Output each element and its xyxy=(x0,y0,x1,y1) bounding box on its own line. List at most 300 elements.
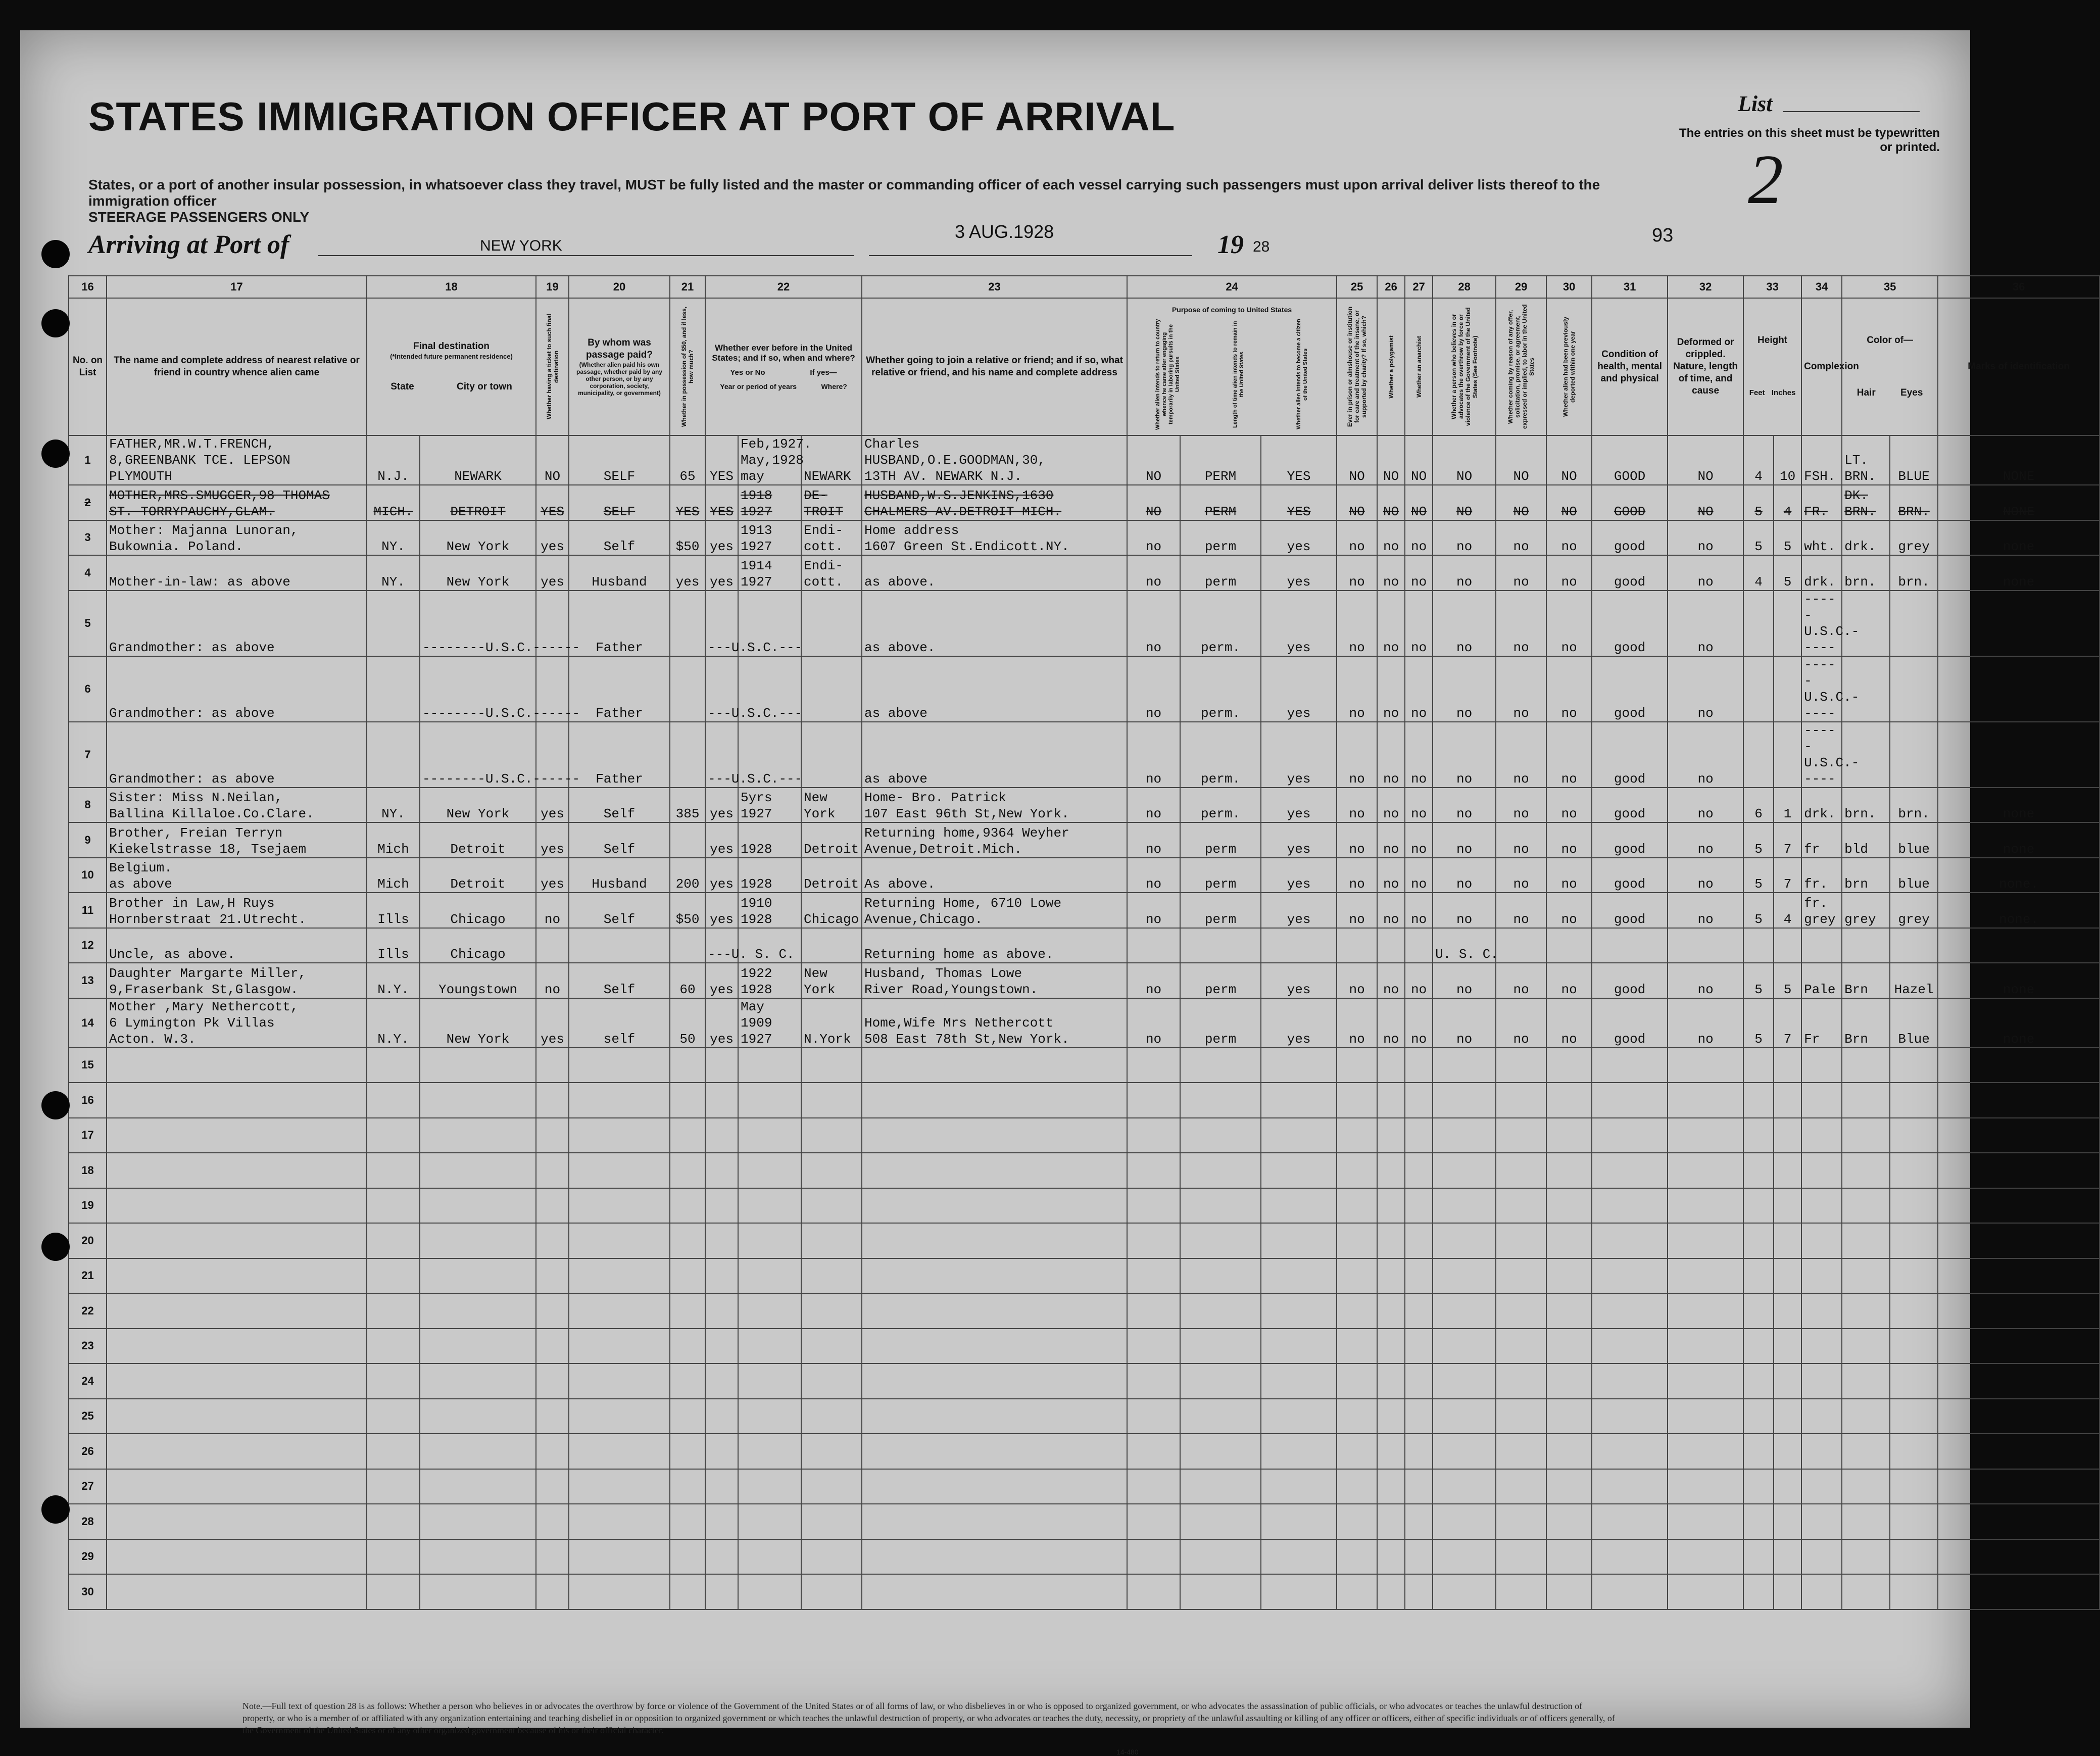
cell-relative-address: Brother in Law,H Ruys Hornberstraat 21.Utrecht. xyxy=(107,893,367,928)
table-row xyxy=(69,1434,2099,1469)
col-num: 26 xyxy=(1377,276,1405,298)
cell-labor-offer: no xyxy=(1496,858,1546,893)
cell-empty xyxy=(367,1399,420,1434)
cell-row-number: 19 xyxy=(69,1188,107,1224)
cell-empty xyxy=(1405,1434,1433,1469)
cell-empty xyxy=(1592,1329,1668,1364)
cell-empty xyxy=(1743,1469,1774,1504)
cell-empty xyxy=(738,1048,801,1083)
cell-empty xyxy=(420,1083,536,1118)
cell-empty xyxy=(107,1258,367,1294)
cell-row-number: 21 xyxy=(69,1258,107,1294)
column-title-row xyxy=(69,298,2099,435)
page-title: STATES IMMIGRATION OFFICER AT PORT OF ARRIVAL xyxy=(88,94,1176,139)
binder-hole xyxy=(41,1091,70,1119)
cell-empty xyxy=(1743,1434,1774,1469)
cell-purpose-length xyxy=(1180,928,1261,963)
cell-empty xyxy=(738,1469,801,1504)
cell-deported: no xyxy=(1546,722,1592,788)
cell-money xyxy=(670,822,705,858)
instructions-line-1: States, or a port of another insular possession, in whatsoever class they travel, MUST be fully listed and the master or commanding officer of each vessel carrying such passengers must upon arrival deliver lists thereof to the immigration officer xyxy=(88,177,1600,209)
cell-purpose-citizen: yes xyxy=(1261,520,1337,556)
cell-prison: no xyxy=(1337,858,1377,893)
cell-empty xyxy=(862,1223,1127,1258)
cell-destination-city: Detroit xyxy=(420,858,536,893)
instructions xyxy=(88,177,1604,225)
cell-before-in-us: yes xyxy=(705,555,738,591)
header-complexion: Complexion xyxy=(1801,298,1842,435)
col-num: 23 xyxy=(862,276,1127,298)
col-num: 31 xyxy=(1592,276,1668,298)
header-hair: Hair xyxy=(1857,387,1876,398)
cell-empty xyxy=(1842,1188,1890,1224)
cell-height-feet xyxy=(1743,928,1774,963)
cell-destination-state: NY. xyxy=(367,555,420,591)
cell-empty xyxy=(420,1434,536,1469)
cell-relative-address: Brother, Freian Terryn Kiekelstrasse 18, Tsejaem xyxy=(107,822,367,858)
cell-purpose-citizen: YES xyxy=(1261,485,1337,520)
cell-question-28: U. S. C. xyxy=(1433,928,1496,963)
cell-empty xyxy=(801,1118,862,1153)
cell-row-number: 30 xyxy=(69,1574,107,1609)
table-row xyxy=(69,1329,2099,1364)
footnote-code: 14-480 xyxy=(1116,1748,1139,1756)
cell-empty xyxy=(1433,1399,1496,1434)
cell-row-number: 5 xyxy=(69,591,107,656)
cell-empty xyxy=(801,1539,862,1575)
cell-purpose-return: no xyxy=(1127,591,1180,656)
cell-empty xyxy=(1496,1118,1546,1153)
cell-empty xyxy=(705,1363,738,1399)
cell-polygamist: NO xyxy=(1377,485,1405,520)
cell-prison: no xyxy=(1337,520,1377,556)
cell-money: yes xyxy=(670,555,705,591)
cell-deformed: no xyxy=(1668,555,1743,591)
cell-empty xyxy=(738,1258,801,1294)
cell-empty xyxy=(1668,1539,1743,1575)
cell-empty xyxy=(1496,1048,1546,1083)
cell-relative-address: Belgium. as above xyxy=(107,858,367,893)
cell-empty xyxy=(1127,1118,1180,1153)
cell-question-28: NO xyxy=(1433,485,1496,520)
cell-deported: no xyxy=(1546,963,1592,998)
cell-empty xyxy=(862,1258,1127,1294)
cell-before-where xyxy=(801,722,862,788)
col-num: 19 xyxy=(536,276,569,298)
cell-row-number: 11 xyxy=(69,893,107,928)
cell-empty xyxy=(367,1083,420,1118)
cell-before-in-us: yes xyxy=(705,963,738,998)
cell-ticket xyxy=(536,928,569,963)
cell-empty xyxy=(1801,1118,1842,1153)
cell-polygamist: no xyxy=(1377,963,1405,998)
cell-deformed: no xyxy=(1668,788,1743,823)
cell-empty xyxy=(1801,1329,1842,1364)
cell-row-number: 2 xyxy=(69,485,107,520)
table-row xyxy=(69,1293,2099,1329)
cell-hair-color: bld xyxy=(1842,822,1890,858)
table-row xyxy=(69,520,2099,556)
cell-anarchist: no xyxy=(1405,858,1433,893)
cell-empty xyxy=(1546,1223,1592,1258)
cell-empty xyxy=(1377,1083,1405,1118)
cell-before-where xyxy=(801,656,862,722)
header-money xyxy=(670,298,705,435)
cell-empty xyxy=(1405,1363,1433,1399)
cell-empty xyxy=(536,1434,569,1469)
table-row xyxy=(69,1048,2099,1083)
cell-empty xyxy=(1774,1258,1801,1294)
cell-purpose-return: no xyxy=(1127,998,1180,1048)
cell-empty xyxy=(1180,1048,1261,1083)
cell-passage-paid: Father xyxy=(569,722,670,788)
cell-empty xyxy=(420,1574,536,1609)
port-line xyxy=(318,255,854,256)
cell-empty xyxy=(862,1469,1127,1504)
cell-before-in-us: yes xyxy=(705,520,738,556)
cell-purpose-return: no xyxy=(1127,788,1180,823)
cell-anarchist: no xyxy=(1405,893,1433,928)
cell-polygamist: no xyxy=(1377,656,1405,722)
cell-identification-marks: NONE xyxy=(1938,485,2099,520)
cell-empty xyxy=(1842,1363,1890,1399)
cell-deported: no xyxy=(1546,788,1592,823)
cell-empty xyxy=(862,1434,1127,1469)
cell-row-number: 24 xyxy=(69,1363,107,1399)
cell-empty xyxy=(367,1188,420,1224)
cell-empty xyxy=(1337,1188,1377,1224)
cell-polygamist xyxy=(1377,928,1405,963)
cell-complexion: drk. xyxy=(1801,555,1842,591)
cell-empty xyxy=(1592,1574,1668,1609)
cell-empty xyxy=(1842,1153,1890,1188)
cell-empty xyxy=(1496,1469,1546,1504)
cell-hair-color xyxy=(1842,722,1890,788)
cell-ticket: yes xyxy=(536,998,569,1048)
cell-empty xyxy=(1938,1188,2099,1224)
cell-before-where xyxy=(801,928,862,963)
cell-empty xyxy=(1405,1399,1433,1434)
cell-complexion: drk. xyxy=(1801,788,1842,823)
cell-empty xyxy=(1377,1258,1405,1294)
cell-empty xyxy=(705,1153,738,1188)
cell-empty xyxy=(1261,1574,1337,1609)
cell-row-number: 17 xyxy=(69,1118,107,1153)
cell-purpose-length: perm. xyxy=(1180,591,1261,656)
cell-prison: no xyxy=(1337,893,1377,928)
header-passage-paid xyxy=(569,298,670,435)
passenger-table xyxy=(68,275,2100,1610)
cell-complexion: -----U.S.C.----- xyxy=(1801,591,1842,656)
cell-empty xyxy=(1337,1399,1377,1434)
cell-anarchist: no xyxy=(1405,822,1433,858)
cell-empty xyxy=(1180,1469,1261,1504)
cell-passage-paid: Self xyxy=(569,822,670,858)
cell-health: good xyxy=(1592,893,1668,928)
cell-purpose-citizen: yes xyxy=(1261,822,1337,858)
cell-empty xyxy=(1127,1223,1180,1258)
cell-joining-relative: Returning home as above. xyxy=(862,928,1127,963)
cell-empty xyxy=(420,1504,536,1539)
year-suffix: 28 xyxy=(1253,238,1270,255)
table-row xyxy=(69,1469,2099,1504)
table-row xyxy=(69,1083,2099,1118)
cell-empty xyxy=(1801,1153,1842,1188)
cell-labor-offer: no xyxy=(1496,555,1546,591)
cell-purpose-return: NO xyxy=(1127,485,1180,520)
cell-empty xyxy=(367,1118,420,1153)
cell-empty xyxy=(1377,1399,1405,1434)
cell-complexion: fr xyxy=(1801,822,1842,858)
cell-purpose-length: perm. xyxy=(1180,656,1261,722)
cell-empty xyxy=(1801,1434,1842,1469)
cell-health: good xyxy=(1592,998,1668,1048)
header-passage-note: (Whether alien paid his own passage, whether paid by any other person, or by any corporation, society, municipality, or government) xyxy=(576,361,663,397)
cell-empty xyxy=(420,1258,536,1294)
cell-deported: NO xyxy=(1546,435,1592,485)
cell-destination-city: --------U.S.C.------ xyxy=(420,591,536,656)
cell-empty xyxy=(1180,1363,1261,1399)
cell-labor-offer: NO xyxy=(1496,435,1546,485)
cell-empty xyxy=(1127,1083,1180,1118)
cell-before-where: Detroit xyxy=(801,858,862,893)
cell-empty xyxy=(1592,1363,1668,1399)
cell-destination-state: MICH. xyxy=(367,485,420,520)
cell-empty xyxy=(1592,1153,1668,1188)
header-purpose-label: Purpose of coming to United States xyxy=(1171,306,1292,314)
cell-empty xyxy=(1405,1293,1433,1329)
cell-row-number: 15 xyxy=(69,1048,107,1083)
cell-health: good xyxy=(1592,788,1668,823)
col-num: 29 xyxy=(1496,276,1546,298)
header-polygamist xyxy=(1377,298,1405,435)
cell-empty xyxy=(536,1363,569,1399)
cell-empty xyxy=(1496,1223,1546,1258)
cell-empty xyxy=(670,1469,705,1504)
cell-empty xyxy=(738,1223,801,1258)
cell-purpose-citizen: yes xyxy=(1261,963,1337,998)
cell-purpose-length: perm xyxy=(1180,963,1261,998)
cell-empty xyxy=(420,1153,536,1188)
cell-empty xyxy=(1127,1293,1180,1329)
cell-ticket: yes xyxy=(536,555,569,591)
header-polygamist-label: Whether a polygamist xyxy=(1387,335,1395,399)
cell-empty xyxy=(1127,1258,1180,1294)
cell-height-inches: 5 xyxy=(1774,555,1801,591)
cell-empty xyxy=(1496,1329,1546,1364)
cell-before-in-us: ---U.S.C.--- xyxy=(705,656,738,722)
cell-destination-state: Ills xyxy=(367,893,420,928)
cell-empty xyxy=(1546,1293,1592,1329)
cell-eye-color xyxy=(1890,928,1938,963)
cell-empty xyxy=(1842,1293,1890,1329)
cell-money: 65 xyxy=(670,435,705,485)
cell-height-feet xyxy=(1743,591,1774,656)
cell-empty xyxy=(1592,1118,1668,1153)
cell-prison: no xyxy=(1337,656,1377,722)
cell-empty xyxy=(1433,1469,1496,1504)
cell-empty xyxy=(1801,1539,1842,1575)
cell-empty xyxy=(1433,1083,1496,1118)
cell-height-inches: 4 xyxy=(1774,485,1801,520)
date-stamp: 3 AUG.1928 xyxy=(955,221,1054,242)
cell-empty xyxy=(1668,1153,1743,1188)
cell-empty xyxy=(1801,1048,1842,1083)
cell-complexion: FR. xyxy=(1801,485,1842,520)
cell-row-number: 23 xyxy=(69,1329,107,1364)
cell-empty xyxy=(1377,1293,1405,1329)
cell-empty xyxy=(1496,1504,1546,1539)
binder-hole xyxy=(41,1233,70,1261)
cell-empty xyxy=(705,1434,738,1469)
cell-empty xyxy=(1842,1539,1890,1575)
cell-row-number: 18 xyxy=(69,1153,107,1188)
cell-identification-marks xyxy=(1938,722,2099,788)
cell-hair-color xyxy=(1842,656,1890,722)
list-label: List xyxy=(1738,91,1773,116)
cell-deformed xyxy=(1668,928,1743,963)
cell-empty xyxy=(367,1504,420,1539)
cell-question-28: no xyxy=(1433,555,1496,591)
cell-empty xyxy=(1496,1539,1546,1575)
cell-before-in-us: YES xyxy=(705,485,738,520)
cell-empty xyxy=(1801,1258,1842,1294)
cell-empty xyxy=(1546,1083,1592,1118)
cell-ticket: no xyxy=(536,893,569,928)
table-row xyxy=(69,1504,2099,1539)
col-num: 35 xyxy=(1842,276,1938,298)
cell-empty xyxy=(536,1399,569,1434)
cell-empty xyxy=(107,1223,367,1258)
cell-empty xyxy=(1842,1258,1890,1294)
cell-empty xyxy=(670,1083,705,1118)
cell-height-feet xyxy=(1743,656,1774,722)
header-health: Condition of health, mental and physical xyxy=(1592,298,1668,435)
binder-hole xyxy=(41,1495,70,1524)
header-join-relative: Whether going to join a relative or friend; and if so, what relative or friend, and his name and complete address xyxy=(862,298,1127,435)
cell-empty xyxy=(862,1504,1127,1539)
cell-empty xyxy=(1433,1504,1496,1539)
cell-prison: no xyxy=(1337,591,1377,656)
cell-question-28: NO xyxy=(1433,435,1496,485)
cell-empty xyxy=(1546,1363,1592,1399)
table-row xyxy=(69,722,2099,788)
cell-empty xyxy=(670,1504,705,1539)
cell-empty xyxy=(1668,1223,1743,1258)
cell-empty xyxy=(1801,1504,1842,1539)
cell-empty xyxy=(1842,1434,1890,1469)
cell-empty xyxy=(1496,1083,1546,1118)
cell-height-feet xyxy=(1743,722,1774,788)
cell-empty xyxy=(1180,1434,1261,1469)
cell-ticket: yes xyxy=(536,520,569,556)
cell-empty xyxy=(420,1048,536,1083)
cell-polygamist: no xyxy=(1377,591,1405,656)
cell-empty xyxy=(1592,1504,1668,1539)
cell-empty xyxy=(1180,1118,1261,1153)
header-offer-label: Whether coming by reason of any offer, solicitation, promise, or agreement, expressed or implied, to labor in the United States xyxy=(1507,304,1536,429)
cell-empty xyxy=(107,1434,367,1469)
cell-empty xyxy=(1337,1469,1377,1504)
cell-anarchist: no xyxy=(1405,963,1433,998)
cell-empty xyxy=(1377,1434,1405,1469)
cell-destination-city: NEWARK xyxy=(420,435,536,485)
cell-empty xyxy=(1433,1329,1496,1364)
cell-empty xyxy=(1774,1399,1801,1434)
table-row xyxy=(69,591,2099,656)
cell-hair-color: DK. BRN. xyxy=(1842,485,1890,520)
cell-before-in-us: yes xyxy=(705,858,738,893)
cell-empty xyxy=(1337,1223,1377,1258)
cell-empty xyxy=(1261,1258,1337,1294)
cell-empty xyxy=(367,1293,420,1329)
cell-empty xyxy=(1377,1223,1405,1258)
col-num: 21 xyxy=(670,276,705,298)
cell-empty xyxy=(1546,1118,1592,1153)
cell-empty xyxy=(1337,1504,1377,1539)
cell-empty xyxy=(801,1399,862,1434)
typewritten-note: The entries on this sheet must be typewritten or printed. xyxy=(1679,126,1940,154)
cell-anarchist: no xyxy=(1405,788,1433,823)
cell-before-in-us: yes xyxy=(705,893,738,928)
cell-empty xyxy=(1890,1258,1938,1294)
cell-empty xyxy=(367,1153,420,1188)
cell-labor-offer: no xyxy=(1496,788,1546,823)
cell-empty xyxy=(1377,1153,1405,1188)
cell-before-year: 5yrs 1927 xyxy=(738,788,801,823)
cell-empty xyxy=(670,1258,705,1294)
header-yes-no: Yes or No xyxy=(730,368,765,377)
cell-empty xyxy=(107,1504,367,1539)
cell-relative-address: Mother ,Mary Nethercott, 6 Lymington Pk Villas Acton. W.3. xyxy=(107,998,367,1048)
cell-empty xyxy=(670,1434,705,1469)
cell-empty xyxy=(1774,1574,1801,1609)
cell-destination-state: N.Y. xyxy=(367,963,420,998)
cell-empty xyxy=(1180,1258,1261,1294)
table-row xyxy=(69,555,2099,591)
cell-empty xyxy=(1405,1188,1433,1224)
cell-empty xyxy=(569,1048,670,1083)
cell-hair-color: Brn xyxy=(1842,963,1890,998)
cell-passage-paid: SELF xyxy=(569,435,670,485)
cell-empty xyxy=(1801,1574,1842,1609)
cell-eye-color: brn. xyxy=(1890,555,1938,591)
cell-deported: no xyxy=(1546,520,1592,556)
cell-empty xyxy=(1890,1574,1938,1609)
cell-empty xyxy=(367,1048,420,1083)
cell-identification-marks xyxy=(1938,591,2099,656)
cell-empty xyxy=(107,1399,367,1434)
cell-empty xyxy=(1890,1048,1938,1083)
cell-empty xyxy=(420,1539,536,1575)
cell-destination-city: Detroit xyxy=(420,822,536,858)
header-final-destination-label: Final destination xyxy=(413,341,490,352)
cell-empty xyxy=(1842,1048,1890,1083)
cell-labor-offer: no xyxy=(1496,963,1546,998)
cell-empty xyxy=(569,1469,670,1504)
cell-empty xyxy=(1668,1188,1743,1224)
cell-destination-city: --------U.S.C.------ xyxy=(420,656,536,722)
cell-empty xyxy=(738,1574,801,1609)
cell-prison: no xyxy=(1337,788,1377,823)
cell-empty xyxy=(1938,1504,2099,1539)
cell-ticket: NO xyxy=(536,435,569,485)
col-num: 20 xyxy=(569,276,670,298)
header-deported-label: Whether alien had been previously deported within one year xyxy=(1562,316,1577,417)
cell-eye-color: grey xyxy=(1890,893,1938,928)
cell-empty xyxy=(705,1258,738,1294)
cell-empty xyxy=(1890,1329,1938,1364)
